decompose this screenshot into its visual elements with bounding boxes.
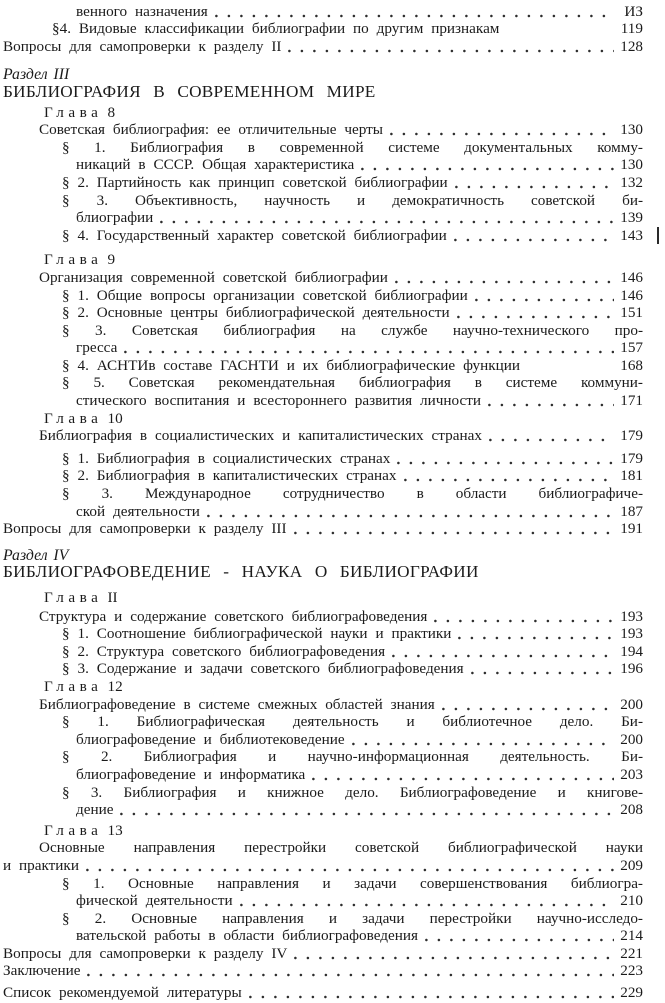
toc-entry bbox=[3, 893, 643, 911]
toc-entry bbox=[3, 287, 643, 305]
page-number: 203 bbox=[620, 765, 643, 783]
dot-leader bbox=[86, 868, 614, 872]
chapter-number: 10 bbox=[107, 409, 123, 427]
page-number: 223 bbox=[620, 962, 643, 980]
toc-entry bbox=[3, 269, 643, 287]
toc-entry bbox=[3, 840, 643, 858]
toc-entry bbox=[3, 322, 643, 340]
page-number: 214 bbox=[620, 927, 643, 945]
dot-leader bbox=[87, 973, 614, 977]
page-number: 187 bbox=[620, 502, 643, 520]
toc-entry bbox=[3, 643, 643, 661]
page-number: 191 bbox=[620, 520, 643, 538]
page-number: 208 bbox=[620, 801, 643, 819]
chapter-number: 8 bbox=[107, 103, 116, 121]
entry-text: гресса bbox=[76, 339, 118, 357]
entry-text: § 3. Международное сотрудничество в области библиографиче- bbox=[62, 485, 643, 503]
page-number: 179 bbox=[620, 427, 643, 445]
page-number: 229 bbox=[620, 984, 643, 1002]
toc-entry bbox=[3, 485, 643, 503]
toc-entry bbox=[3, 984, 643, 1002]
chapter-word: Глава bbox=[44, 103, 103, 121]
dot-leader bbox=[434, 619, 614, 623]
dot-leader bbox=[454, 238, 614, 242]
toc-entry bbox=[3, 608, 643, 626]
entry-text: Заключение bbox=[3, 962, 81, 980]
chapter-word: Глава bbox=[44, 589, 103, 606]
entry-text: венного назначения bbox=[76, 2, 208, 20]
toc-entry bbox=[3, 766, 643, 784]
entry-text: БИБЛИОГРАФОВЕДЕНИЕ - НАУКА О БИБЛИОГРАФИИ bbox=[3, 562, 479, 582]
toc-entry bbox=[3, 857, 643, 875]
toc-entry bbox=[3, 714, 643, 732]
toc-entry bbox=[3, 731, 643, 749]
page-number: 132 bbox=[620, 173, 643, 191]
chapter-number: 12 bbox=[107, 677, 123, 695]
entry-text: § 3. Советская библиография на службе научно-технического про- bbox=[62, 321, 643, 339]
entry-text: § 2. Структура советского библиографоведения bbox=[62, 642, 386, 660]
chapter-heading bbox=[3, 252, 643, 270]
page-number: 151 bbox=[620, 304, 643, 322]
page-number: 221 bbox=[620, 944, 643, 962]
page-number: 181 bbox=[620, 467, 643, 485]
entry-text: § 3. Библиография и книжное дело. Библиографоведение и книгове- bbox=[62, 783, 643, 801]
entry-text: § 4. АСНТИв составе ГАСНТИ и их библиографические функции bbox=[62, 356, 521, 374]
dot-leader bbox=[288, 49, 614, 53]
entry-text: § 2. Основные центры библиографической деятельности bbox=[62, 304, 450, 322]
entry-text: § 1. Общие вопросы организации советской библиографии bbox=[62, 286, 468, 304]
toc-entry bbox=[3, 468, 643, 486]
entry-text: § 1. Библиографическая деятельность и библиотечное дело. Би- bbox=[62, 713, 643, 731]
entry-text: Вопросы для самопроверки к разделу III bbox=[3, 520, 287, 538]
chapter-word: Глава bbox=[44, 409, 103, 427]
chapter-heading bbox=[3, 410, 643, 428]
page-number: 171 bbox=[620, 392, 643, 410]
entry-text: § 4. Государственный характер советской библиографии bbox=[62, 226, 447, 244]
chapter-number: 9 bbox=[107, 251, 116, 269]
dot-leader bbox=[352, 742, 614, 746]
entry-text: Советская библиография: ее отличительные черты bbox=[39, 121, 384, 139]
entry-text: Структура и содержание советского библиографоведения bbox=[39, 607, 428, 625]
chapter-word: Глава bbox=[44, 821, 103, 839]
entry-text: и практики bbox=[3, 856, 79, 874]
toc-entry bbox=[3, 802, 643, 820]
dot-leader bbox=[488, 403, 614, 407]
toc-entry bbox=[3, 696, 643, 714]
dot-leader bbox=[294, 956, 614, 960]
chapter-heading bbox=[3, 678, 643, 696]
toc-entry bbox=[3, 910, 643, 928]
toc-entry bbox=[3, 305, 643, 323]
entry-text: блиографии bbox=[76, 209, 154, 227]
entry-text: § 2. Партийность как принцип советской библиографии bbox=[62, 173, 448, 191]
entry-text: § 1. Основные направления и задачи совершенствования библиогра- bbox=[62, 874, 643, 892]
entry-text: Вопросы для самопроверки к разделу IV bbox=[3, 944, 288, 962]
dot-leader bbox=[207, 514, 614, 518]
entry-text: Библиографоведение в системе смежных областей знания bbox=[39, 695, 435, 713]
entry-text: § 2. Библиография и научно-информационная деятельность. Би- bbox=[62, 748, 643, 766]
page-number: 193 bbox=[620, 607, 643, 625]
dot-leader bbox=[392, 654, 614, 658]
toc-entry bbox=[3, 626, 643, 644]
entry-text: фической деятельности bbox=[76, 892, 233, 910]
toc-entry bbox=[3, 661, 643, 679]
entry-text: Раздел IV bbox=[3, 546, 69, 564]
entry-text: блиографоведение и библиотековедение bbox=[76, 730, 345, 748]
dot-leader bbox=[240, 903, 614, 907]
section-title bbox=[3, 81, 643, 102]
toc-entry bbox=[3, 340, 643, 358]
dot-leader bbox=[489, 438, 614, 442]
dot-leader bbox=[442, 707, 614, 711]
toc-entry bbox=[3, 139, 643, 157]
entry-text: § 3. Объективность, научность и демократичность советской би- bbox=[62, 191, 643, 209]
dot-leader bbox=[160, 220, 614, 224]
dot-leader bbox=[249, 995, 614, 999]
page-number: 128 bbox=[620, 37, 643, 55]
entry-text: никаций в СССР. Общая характеристика bbox=[76, 156, 355, 174]
dot-leader bbox=[390, 132, 614, 136]
toc-entry bbox=[3, 157, 643, 175]
entry-text: Раздел III bbox=[3, 66, 70, 84]
entry-text: вательской работы в области библиографоведения bbox=[76, 927, 418, 945]
dot-leader bbox=[395, 280, 614, 284]
entry-text: стического воспитания и всестороннего развития личности bbox=[76, 392, 481, 410]
chapter-number: 13 bbox=[107, 821, 123, 839]
entry-text: Основные направления перестройки советской библиографической науки bbox=[39, 839, 643, 857]
entry-text: Библиография в социалистических и капиталистических странах bbox=[39, 427, 482, 445]
entry-text: ской деятельности bbox=[76, 502, 200, 520]
toc-entry bbox=[3, 963, 643, 981]
toc-entry bbox=[3, 503, 643, 521]
toc-entry bbox=[3, 928, 643, 946]
page-number: 179 bbox=[620, 449, 643, 467]
toc-entry bbox=[3, 945, 643, 963]
entry-text: § 5. Советская рекомендательная библиография в системе коммуни- bbox=[62, 374, 643, 392]
page-number: 194 bbox=[620, 642, 643, 660]
toc-entry bbox=[3, 521, 643, 539]
page-number: 200 bbox=[620, 730, 643, 748]
toc-entry bbox=[3, 357, 643, 375]
dot-leader bbox=[312, 777, 614, 781]
toc-entry bbox=[3, 375, 643, 393]
chapter-heading bbox=[3, 822, 643, 840]
chapter-number: II bbox=[107, 589, 118, 606]
toc-entry bbox=[3, 174, 643, 192]
toc-entry bbox=[3, 192, 643, 210]
page-number: 210 bbox=[620, 892, 643, 910]
page-number: 157 bbox=[620, 339, 643, 357]
chapter-heading bbox=[3, 589, 643, 607]
dot-leader bbox=[458, 636, 614, 640]
toc-entry bbox=[3, 21, 643, 39]
dot-leader bbox=[475, 298, 614, 302]
page-number: 143 bbox=[620, 226, 643, 244]
page-number: 168 bbox=[620, 356, 643, 374]
page-number: 193 bbox=[620, 625, 643, 643]
page-number: ИЗ bbox=[624, 2, 643, 20]
toc-entry bbox=[3, 227, 643, 245]
page-number: 209 bbox=[620, 856, 643, 874]
page-number: 146 bbox=[620, 268, 643, 286]
entry-text: Вопросы для самопроверки к разделу II bbox=[3, 37, 282, 55]
toc-entry bbox=[3, 3, 643, 21]
entry-text: § 2. Основные направления и задачи перестройки научно-исследо- bbox=[62, 909, 643, 927]
entry-text: Организация современной советской библиографии bbox=[39, 268, 388, 286]
toc-entry bbox=[3, 875, 643, 893]
dot-leader bbox=[471, 671, 614, 675]
section-title bbox=[3, 562, 643, 583]
page-number: 130 bbox=[620, 121, 643, 139]
entry-text: § 3. Содержание и задачи советского библиографоведения bbox=[62, 660, 464, 678]
page-number: 139 bbox=[620, 209, 643, 227]
entry-text: БИБЛИОГРАФИЯ В СОВРЕМЕННОМ МИРЕ bbox=[3, 81, 376, 101]
dot-leader bbox=[425, 938, 614, 942]
entry-text: дение bbox=[76, 801, 114, 819]
toc-entry bbox=[3, 38, 643, 56]
entry-text: §4. Видовые классификации библиографии по другим признакам bbox=[52, 20, 500, 38]
toc-entry bbox=[3, 450, 643, 468]
dot-leader bbox=[294, 531, 614, 535]
dot-leader bbox=[361, 167, 614, 171]
dot-leader bbox=[120, 812, 614, 816]
page-number: 196 bbox=[620, 660, 643, 678]
dot-leader bbox=[455, 185, 614, 189]
entry-text: Список рекомендуемой литературы bbox=[3, 984, 242, 1002]
chapter-word: Глава bbox=[44, 677, 103, 695]
page-number: 146 bbox=[620, 286, 643, 304]
toc-entry bbox=[3, 784, 643, 802]
entry-text: § 2. Библиография в капиталистических странах bbox=[62, 467, 397, 485]
toc-entry bbox=[3, 210, 643, 228]
toc-entry bbox=[3, 392, 643, 410]
dot-leader bbox=[397, 461, 614, 465]
dot-leader bbox=[124, 350, 614, 354]
entry-text: § 1. Библиография в современной системе документальных комму- bbox=[62, 138, 643, 156]
entry-text: § 1. Соотношение библиографической науки и практики bbox=[62, 625, 452, 643]
entry-text: блиографоведение и информатика bbox=[76, 765, 306, 783]
chapter-word: Глава bbox=[44, 251, 103, 269]
dot-leader bbox=[404, 478, 615, 482]
toc-entry bbox=[3, 428, 643, 446]
page-number: 119 bbox=[620, 20, 643, 38]
chapter-heading bbox=[3, 104, 643, 122]
toc-entry bbox=[3, 122, 643, 140]
dot-leader bbox=[457, 315, 614, 319]
toc-entry bbox=[3, 749, 643, 767]
page-number: 130 bbox=[620, 156, 643, 174]
dot-leader bbox=[215, 14, 614, 18]
entry-text: § 1. Библиография в социалистических странах bbox=[62, 449, 391, 467]
page-number: 200 bbox=[620, 695, 643, 713]
